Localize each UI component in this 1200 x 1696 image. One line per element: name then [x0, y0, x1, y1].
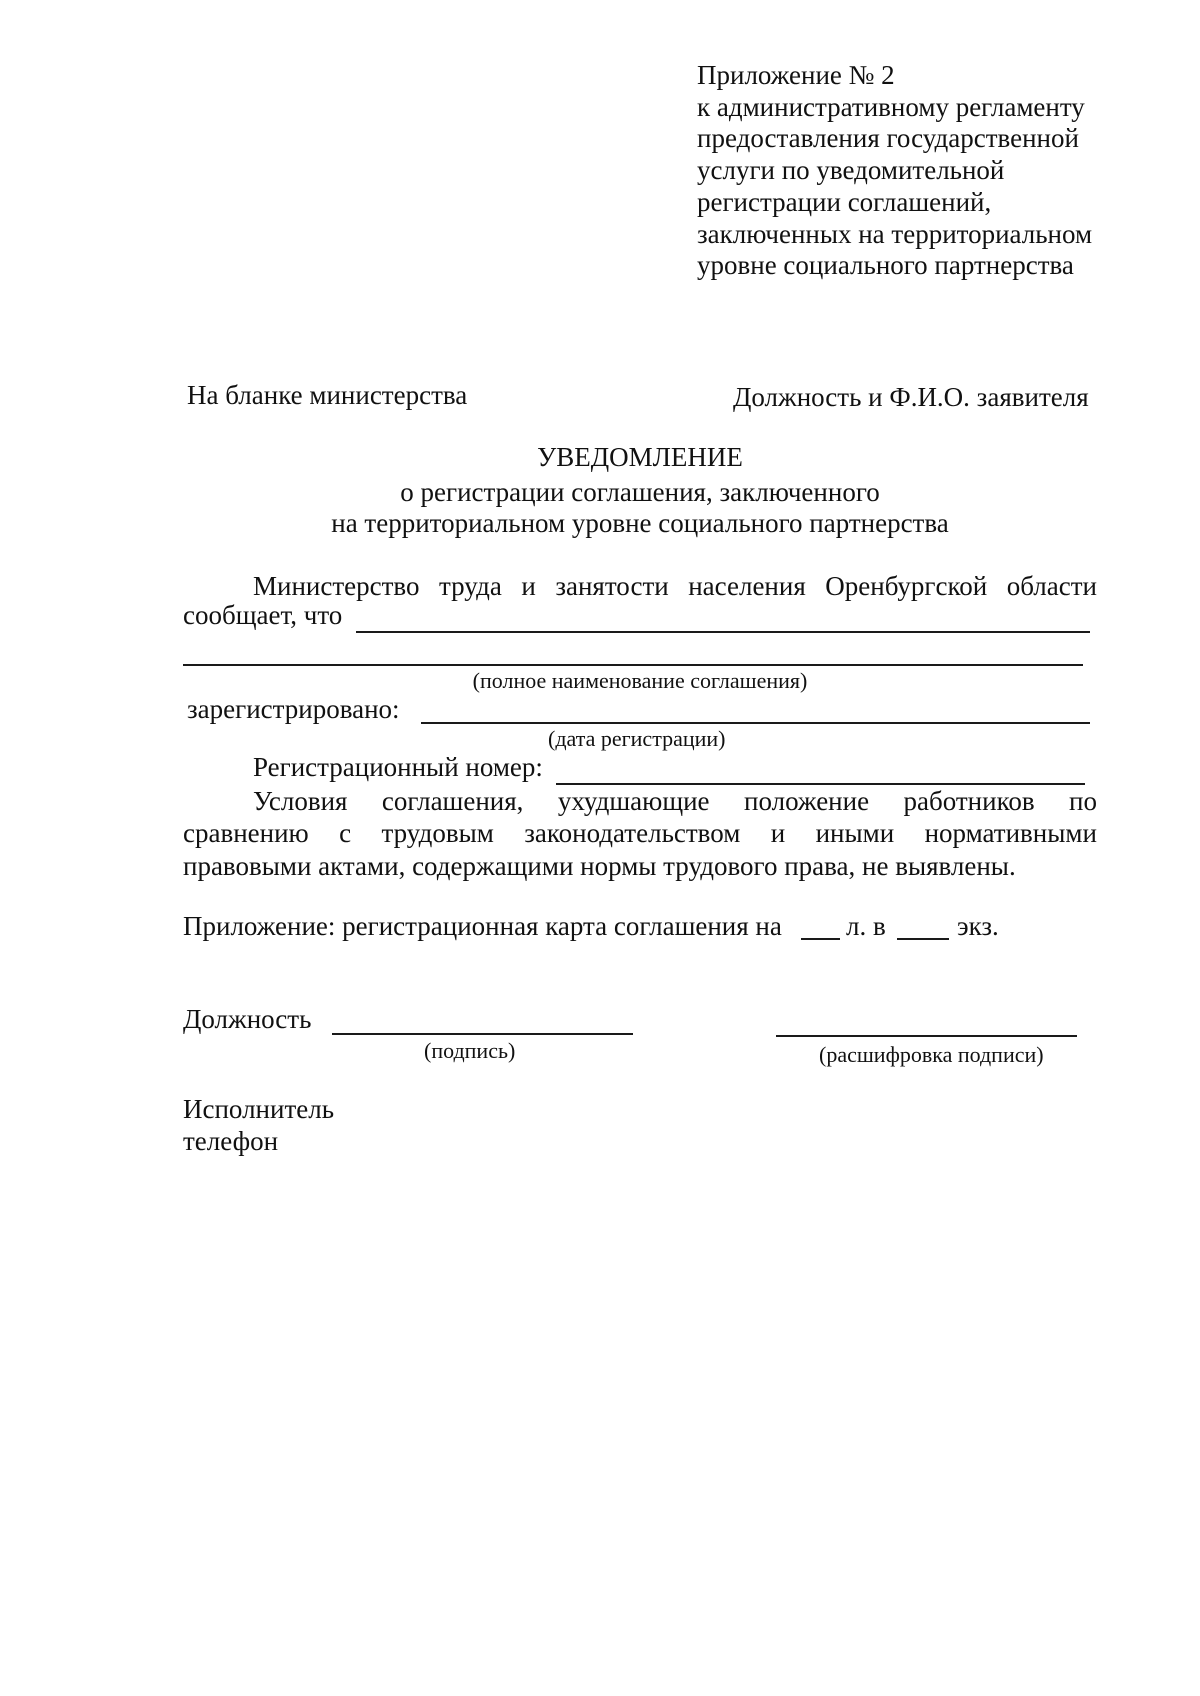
applicant-note: Должность и Ф.И.О. заявителя — [733, 382, 1089, 412]
conditions-line-3: правовыми актами, содержащими нормы трудового права, не выявлены. — [183, 851, 1016, 881]
attachment-copies: экз. — [957, 911, 999, 941]
attachment-text: Приложение: регистрационная карта соглашения на — [183, 911, 782, 941]
appendix-line: уровне социального партнерства — [697, 250, 1074, 281]
intro-line: Министерство труда и занятости населения Оренбургской области — [253, 571, 1097, 601]
signature-caption: (подпись) — [424, 1038, 516, 1063]
appendix-line: предоставления государственной — [697, 123, 1079, 154]
copy-count-field[interactable] — [897, 938, 949, 940]
conditions-line-1: Условия соглашения, ухудшающие положение работников по — [253, 786, 1097, 816]
conditions-line-2: сравнению с трудовым законодательством и иными нормативными — [183, 818, 1097, 848]
signature-field[interactable] — [332, 1033, 633, 1035]
registration-number-field[interactable] — [556, 783, 1085, 785]
appendix-line: услуги по уведомительной — [697, 155, 1005, 186]
phone-label: телефон — [183, 1126, 279, 1156]
agreement-name-field-line-1[interactable] — [356, 631, 1090, 633]
reports-text: сообщает, что — [183, 600, 343, 630]
appendix-line: Приложение № 2 — [697, 60, 895, 90]
signature-decode-caption: (расшифровка подписи) — [819, 1042, 1044, 1067]
registration-date-field[interactable] — [421, 722, 1090, 724]
document-subtitle-2: на территориальном уровне социального партнерства — [331, 508, 949, 538]
attachment-sheets: л. в — [846, 911, 886, 941]
agreement-name-field-line-2[interactable] — [183, 664, 1083, 666]
registration-number-label: Регистрационный номер: — [253, 752, 543, 782]
agreement-name-caption: (полное наименование соглашения) — [472, 668, 808, 693]
sheet-count-field[interactable] — [801, 938, 840, 940]
document-subtitle-1: о регистрации соглашения, заключенного — [400, 477, 880, 507]
registered-label: зарегистрировано: — [187, 694, 400, 724]
signatory-position: Должность — [183, 1004, 312, 1034]
appendix-line: заключенных на территориальном — [697, 218, 1093, 249]
appendix-note — [697, 60, 1092, 282]
appendix-line: регистрации соглашений, — [697, 186, 992, 217]
executor-label: Исполнитель — [183, 1094, 335, 1124]
signature-decode-field[interactable] — [776, 1035, 1077, 1037]
appendix-line: к административному регламенту — [697, 91, 1085, 122]
registration-date-caption: (дата регистрации) — [548, 726, 726, 751]
letterhead-note: На бланке министерства — [187, 380, 468, 410]
document-title: УВЕДОМЛЕНИЕ — [537, 442, 743, 472]
